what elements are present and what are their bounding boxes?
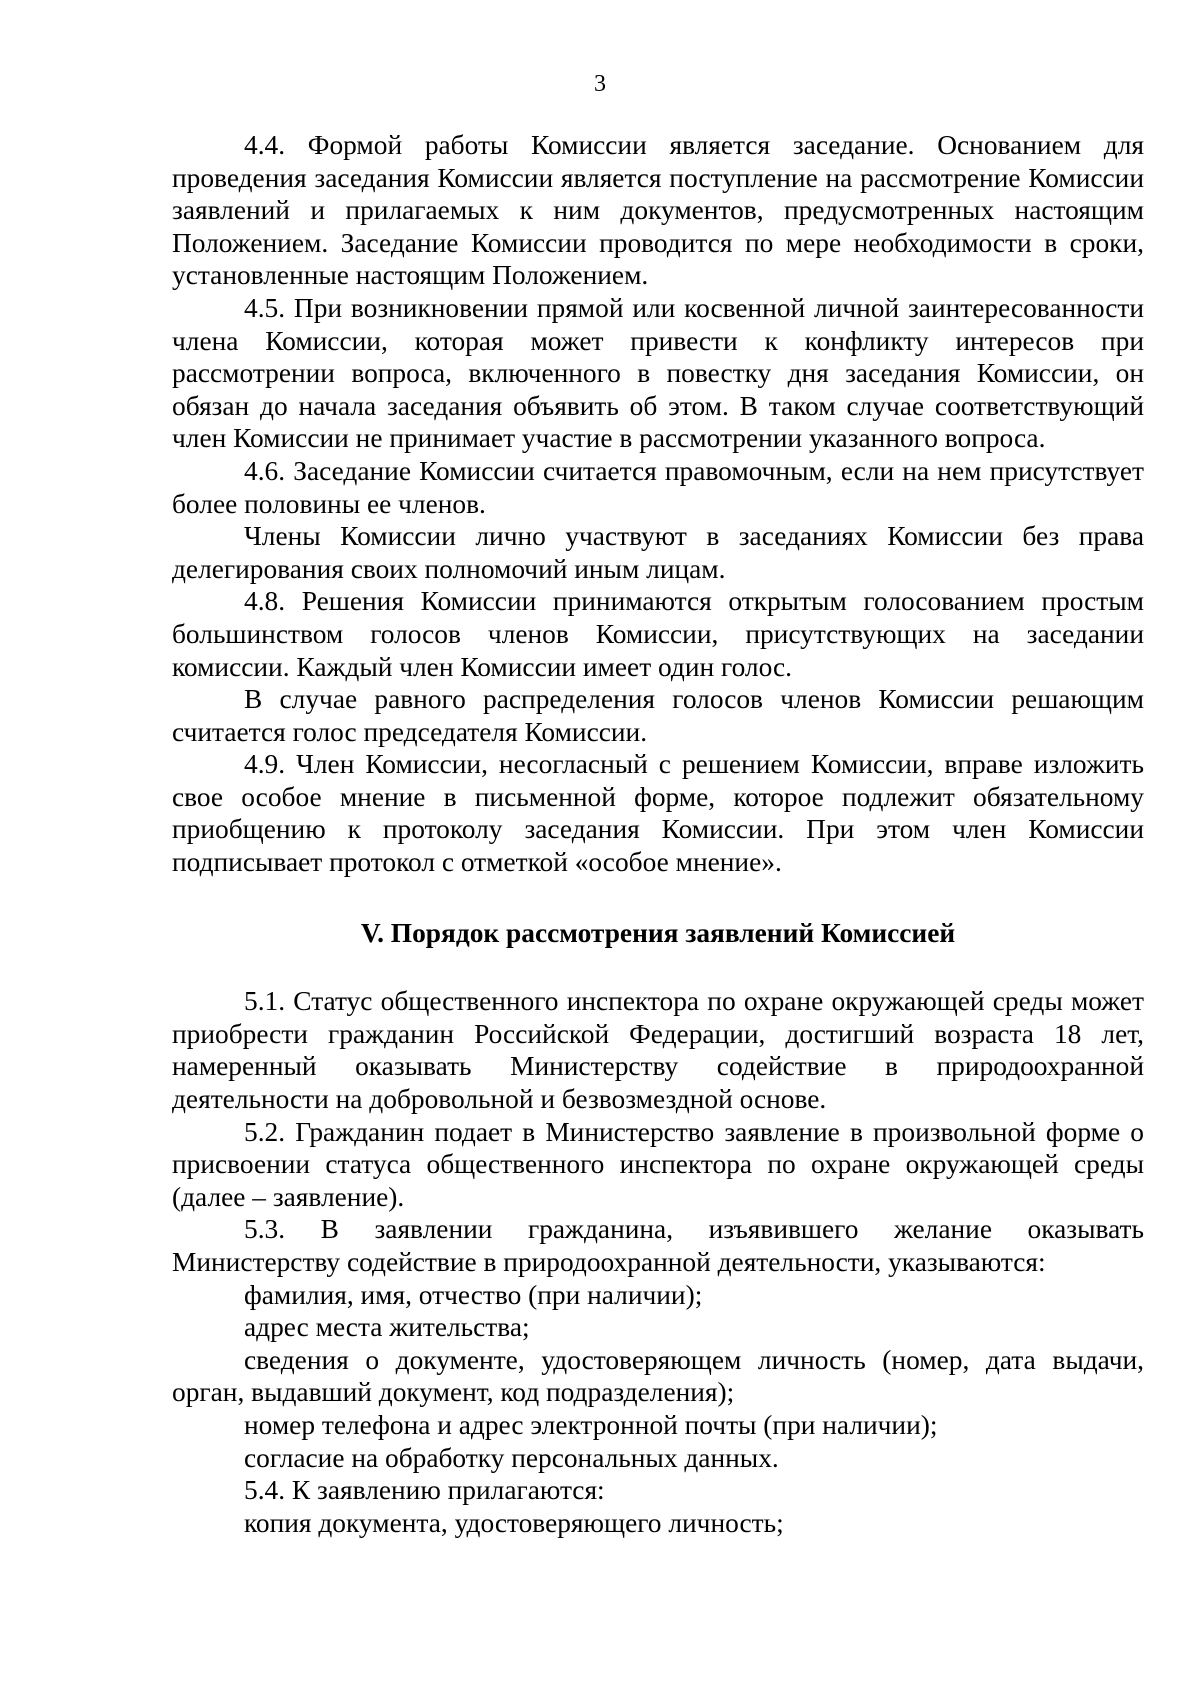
paragraph-5-4: 5.4. К заявлению прилагаются: [244, 1475, 605, 1506]
list-item-id-copy: копия документа, удостоверяющего личность; [244, 1507, 784, 1538]
list-item-name: фамилия, имя, отчество (при наличии); [244, 1279, 703, 1310]
paragraph-4-9: 4.9. Член Комиссии, несогласный с решением Комиссии, вправе изложить свое особое мнение в письменной форме, которое подлежит обязательному приобщению к протоколу заседания Комиссии. При этом член Комиссии подписывает протокол с отметкой «особое мнение». [172, 749, 1144, 878]
section-heading: V. Порядок рассмотрения заявлений Комиссией [360, 917, 956, 948]
paragraph-4-6: 4.6. Заседание Комиссии считается правомочным, если на нем присутствует более половины ее членов. [172, 455, 1144, 519]
paragraph-5-2: 5.2. Гражданин подает в Министерство заявление в произвольной форме о присвоении статуса общественного инспектора по охране окружающей среды (далее – заявление). [172, 1116, 1144, 1212]
list-item-id-document: сведения о документе, удостоверяющем личность (номер, дата выдачи, орган, выдавший документ, код подразделения); [172, 1344, 1144, 1408]
paragraph-4-4: 4.4. Формой работы Комиссии является заседание. Основанием для проведения заседания Комиссии является поступление на рассмотрение Комиссии заявлений и прилагаемых к ним документов, предусмотренных настоящим Положением. Заседание Комиссии проводится по мере необходимости в сроки, установленные настоящим Положением. [172, 130, 1144, 291]
paragraph-5-3: 5.3. В заявлении гражданина, изъявившего желание оказывать Министерству содействие в природоохранной деятельности, указываются: [172, 1214, 1144, 1277]
paragraph-4-8-tie: В случае равного распределения голосов членов Комиссии решающим считается голос председателя Комиссии. [172, 684, 1144, 747]
paragraph-4-7: Члены Комиссии лично участвуют в заседаниях Комиссии без права делегирования своих полномочий иным лицам. [172, 521, 1144, 584]
paragraph-5-1: 5.1. Статус общественного инспектора по охране окружающей среды может приобрести гражданин Российской Федерации, достигший возраста 18 лет, намеренный оказывать Министерству содействие в природоохранной деятельности на добровольной и безвозмездной основе. [172, 986, 1144, 1115]
paragraph-4-8: 4.8. Решения Комиссии принимаются открытым голосованием простым большинством голосов членов Комиссии, присутствующих на заседании комиссии. Каждый член Комиссии имеет один голос. [172, 586, 1144, 682]
paragraph-4-5: 4.5. При возникновении прямой или косвенной личной заинтересованности члена Комиссии, которая может привести к конфликту интересов при рассмотрении вопроса, включенного в повестку дня заседания Комиссии, он обязан до начала заседания объявить об этом. В таком случае соответствующий член Комиссии не принимает участие в рассмотрении указанного вопроса. [172, 292, 1144, 454]
list-item-consent: согласие на обработку персональных данных. [244, 1442, 779, 1473]
list-item-address: адрес места жительства; [244, 1312, 530, 1343]
document-body [172, 129, 1144, 1539]
page-number: 3 [594, 71, 606, 97]
list-item-contacts: номер телефона и адрес электронной почты (при наличии); [244, 1409, 938, 1440]
